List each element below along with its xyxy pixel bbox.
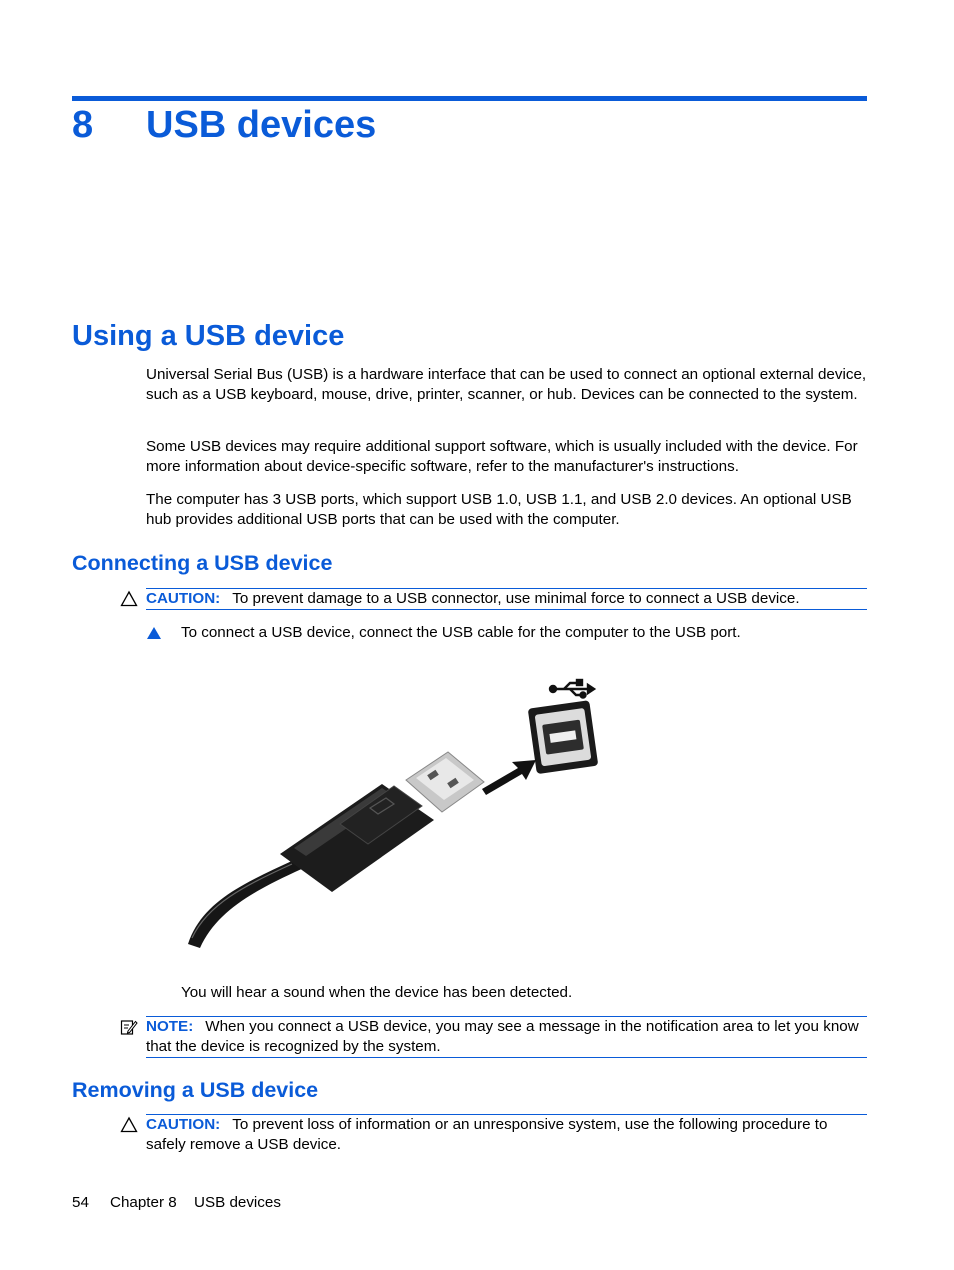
usb-symbol-icon — [550, 680, 594, 698]
note-connect — [146, 1016, 867, 1058]
caution-label: CAUTION: — [146, 1116, 221, 1133]
footer-chapter-label: Chapter 8 — [110, 1194, 177, 1211]
step-connect: To connect a USB device, connect the USB cable for the computer to the USB port. — [181, 624, 741, 641]
chapter-title: USB devices — [146, 104, 377, 146]
note-pencil-icon — [120, 1018, 138, 1036]
caution-triangle-icon — [120, 590, 138, 608]
caution-text: To prevent damage to a USB connector, use minimal force to connect a USB device. — [232, 590, 800, 607]
footer-chapter-title: USB devices — [194, 1194, 281, 1211]
usb-port — [528, 700, 599, 774]
detected-sound-text: You will hear a sound when the device has been detected. — [181, 984, 573, 1001]
caution-triangle-icon — [120, 1116, 138, 1134]
step-triangle-icon — [146, 625, 162, 641]
page-number: 54 — [72, 1194, 89, 1211]
note-text: When you connect a USB device, you may see a message in the notification area to let you know that the device is recognized by the system. — [146, 1018, 859, 1055]
paragraph-support-software: Some USB devices may require additional support software, which is usually included with the device. For more information about device-specific software, refer to the manufacturer's instructions. — [146, 438, 858, 475]
caution-text: To prevent loss of information or an unresponsive system, use the following procedure to safely remove a USB device. — [146, 1116, 828, 1153]
caution-connect — [146, 588, 867, 610]
caution-remove — [146, 1114, 867, 1155]
section-heading-using: Using a USB device — [72, 320, 345, 352]
usb-plug — [188, 752, 484, 948]
note-label: NOTE: — [146, 1018, 194, 1035]
usb-connection-illustration — [182, 672, 602, 954]
section-heading-connecting: Connecting a USB device — [72, 551, 333, 575]
insert-arrow — [482, 760, 536, 795]
paragraph-usb-intro: Universal Serial Bus (USB) is a hardware interface that can be used to connect an optional external device, such as a USB keyboard, mouse, drive, printer, scanner, or hub. Devices can be connected to the system. — [146, 366, 867, 403]
chapter-number: 8 — [72, 104, 94, 146]
caution-label: CAUTION: — [146, 590, 221, 607]
paragraph-usb-ports: The computer has 3 USB ports, which support USB 1.0, USB 1.1, and USB 2.0 devices. An optional USB hub provides additional USB ports that can be used with the computer. — [146, 491, 852, 528]
section-heading-removing: Removing a USB device — [72, 1078, 319, 1102]
